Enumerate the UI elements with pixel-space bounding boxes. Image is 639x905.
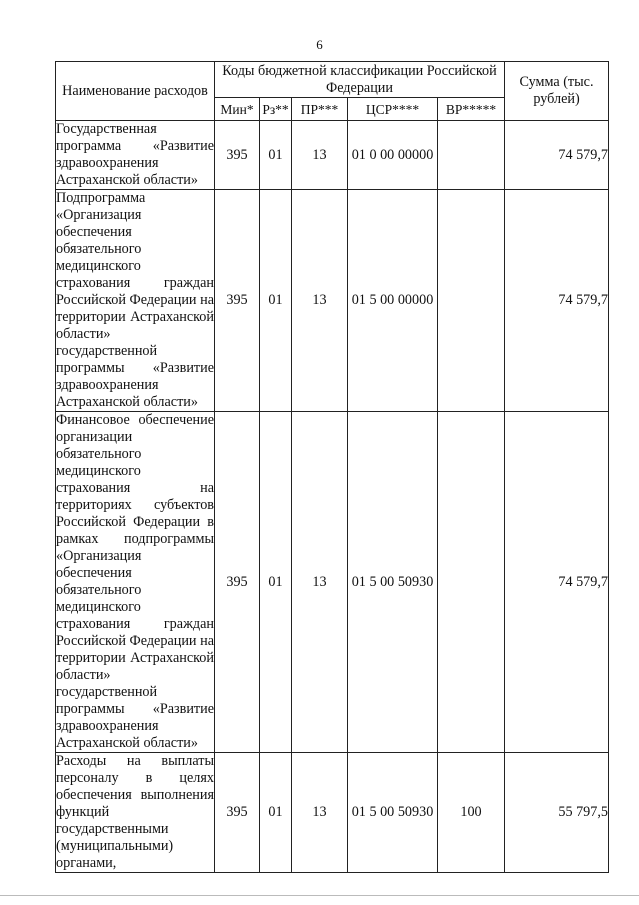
sum-cell: 74 579,7 [505, 121, 609, 190]
page-number: 6 [316, 37, 323, 52]
vr-cell: 100 [438, 753, 505, 873]
pr-cell: 13 [292, 121, 348, 190]
header-sum: Сумма (тыс. рублей) [505, 62, 609, 121]
min-cell: 395 [215, 412, 260, 753]
header-vr: ВР***** [438, 98, 505, 121]
vr-cell [438, 121, 505, 190]
expense-name-cell [56, 121, 215, 190]
csr-cell: 01 5 00 00000 [348, 190, 438, 412]
expense-name: Расходы на выплаты персоналу в целях обеспечения выполнения функций государственными (муниципальными) органами, [56, 753, 214, 871]
csr-cell: 01 5 00 50930 [348, 412, 438, 753]
pr-cell: 13 [292, 190, 348, 412]
rz-cell: 01 [260, 190, 292, 412]
scan-edge-line [0, 895, 639, 896]
expense-name-cell [56, 753, 215, 873]
rz-cell: 01 [260, 412, 292, 753]
table-row [56, 190, 609, 412]
header-min: Мин* [215, 98, 260, 121]
sum-cell: 74 579,7 [505, 190, 609, 412]
header-rz: Рз** [260, 98, 292, 121]
table-row [56, 753, 609, 873]
vr-cell [438, 190, 505, 412]
min-cell: 395 [215, 121, 260, 190]
header-csr: ЦСР**** [348, 98, 438, 121]
pr-cell: 13 [292, 412, 348, 753]
rz-cell: 01 [260, 753, 292, 873]
table-row [56, 412, 609, 753]
csr-cell: 01 0 00 00000 [348, 121, 438, 190]
header-pr: ПР*** [292, 98, 348, 121]
header-name: Наименование расходов [56, 62, 215, 121]
expense-name: Подпрограмма «Организация обеспечения обязательного медицинского страхования граждан Российской Федерации на территории Астраханской области» государственной программы «Развитие здравоохранения Астраханской области» [56, 190, 214, 410]
header-row [56, 62, 609, 98]
sum-cell: 55 797,5 [505, 753, 609, 873]
expense-name-cell [56, 412, 215, 753]
expense-name: Государственная программа «Развитие здравоохранения Астраханской области» [56, 121, 214, 188]
header-codes: Коды бюджетной классификации Российской Федерации [215, 62, 505, 98]
budget-table [55, 61, 609, 873]
vr-cell [438, 412, 505, 753]
expense-name-cell [56, 190, 215, 412]
expense-name: Финансовое обеспечение организации обязательного медицинского страхования на территориях субъектов Российской Федерации в рамках подпрограммы «Организация обеспечения обязательного медицинского страхования граждан Российской Федерации на территории Астраханской области» государственной программы «Развитие здравоохранения Астраханской области» [56, 412, 214, 751]
min-cell: 395 [215, 753, 260, 873]
sum-cell: 74 579,7 [505, 412, 609, 753]
table-row [56, 121, 609, 190]
csr-cell: 01 5 00 50930 [348, 753, 438, 873]
min-cell: 395 [215, 190, 260, 412]
pr-cell: 13 [292, 753, 348, 873]
rz-cell: 01 [260, 121, 292, 190]
